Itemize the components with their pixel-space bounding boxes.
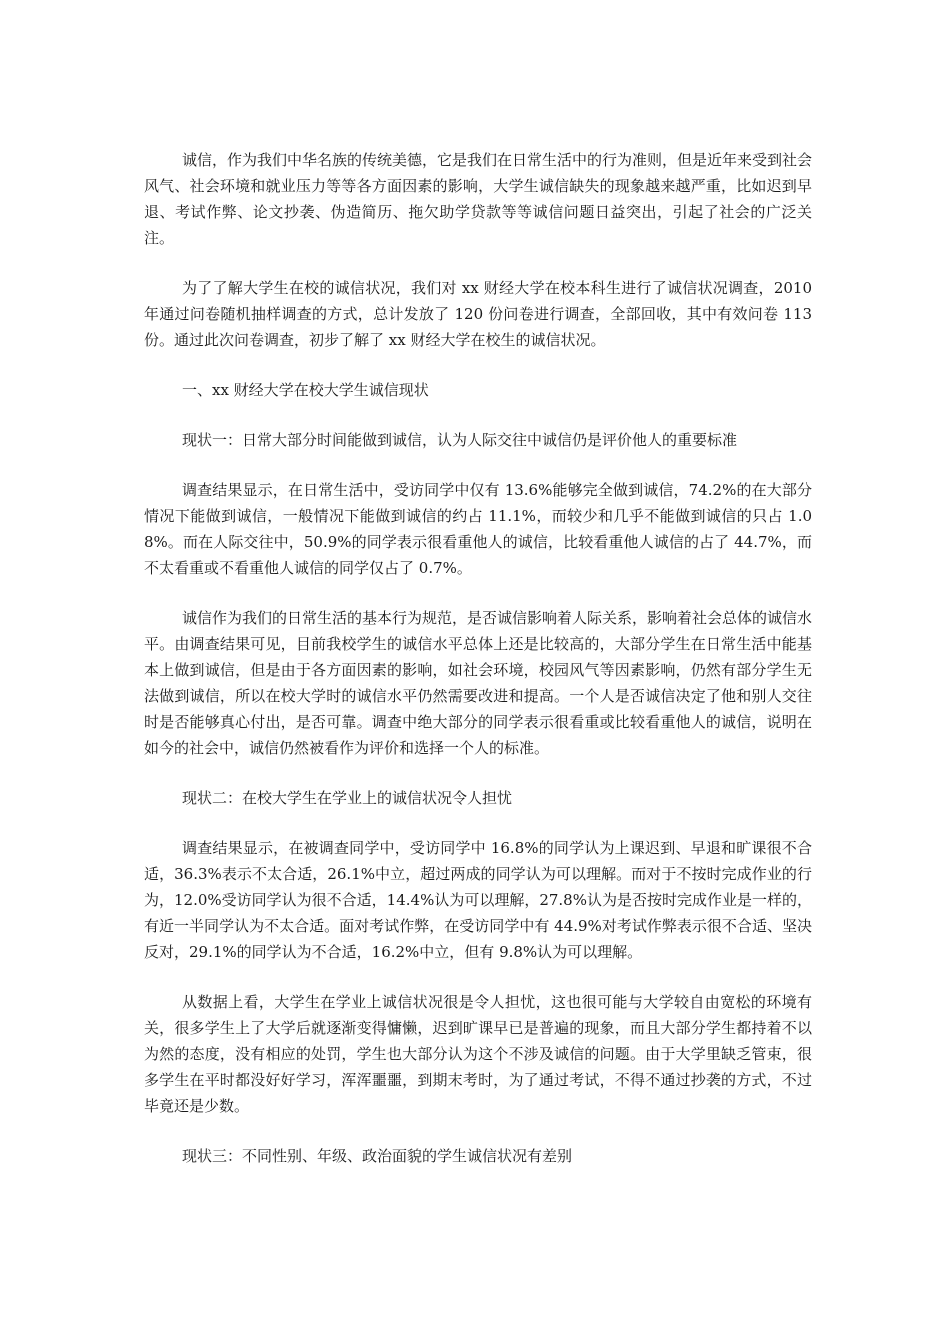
finding-three-heading: 现状三：不同性别、年级、政治面貌的学生诚信状况有差别 [182, 1147, 573, 1165]
finding-one-heading: 现状一：日常大部分时间能做到诚信，认为人际交往中诚信仍是评价他人的重要标准 [182, 431, 738, 449]
survey-background-paragraph: 为了了解大学生在校的诚信状况，我们对 xx 财经大学在校本科生进行了诚信状况调查，2010 年通过问卷随机抽样调查的方式，总计发放了 120 份问卷进行调查，全部回收，其中有效问卷 113 份。通过此次问卷调查，初步了解了 xx 财经大学在校生的诚信状况。 [144, 279, 812, 349]
intro-paragraph: 诚信，作为我们中华名族的传统美德，它是我们在日常生活中的行为准则，但是近年来受到社会风气、社会环境和就业压力等等各方面因素的影响，大学生诚信缺失的现象越来越严重，比如迟到早退、考试作弊、论文抄袭、伪造简历、拖欠助学贷款等等诚信问题日益突出，引起了社会的广泛关注。 [144, 151, 813, 247]
finding-two-heading: 现状二：在校大学生在学业上的诚信状况令人担忧 [182, 789, 513, 807]
finding-one-analysis-paragraph: 诚信作为我们的日常生活的基本行为规范，是否诚信影响着人际关系，影响着社会总体的诚信水平。由调查结果可见，目前我校学生的诚信水平总体上还是比较高的，大部分学生在日常生活中能基本上做到诚信，但是由于各方面因素的影响，如社会环境，校园风气等因素影响，仍然有部分学生无法做到诚信，所以在校大学时的诚信水平仍然需要改进和提高。一个人是否诚信决定了他和别人交往时是否能够真心付出，是否可靠。调查中绝大部分的同学表示很看重或比较看重他人的诚信，说明在如今的社会中，诚信仍然被看作为评价和选择一个人的标准。 [144, 609, 813, 757]
finding-two-results-paragraph: 调查结果显示，在被调查同学中，受访同学中 16.8%的同学认为上课迟到、早退和旷课很不合适，36.3%表示不太合适，26.1%中立，超过两成的同学认为可以理解。而对于不按时完成作业的行为，12.0%受访同学认为很不合适，14.4%认为可以理解，27.8%认为是否按时完成作业是一样的，有近一半同学认为不太合适。面对考试作弊，在受访同学中有 44.9%对考试作弊表示很不合适、坚决反对，29.1%的同学认为不合适，16.2%中立，但有 9.8%认为可以理解。 [144, 839, 812, 961]
finding-two-analysis-paragraph: 从数据上看，大学生在学业上诚信状况很是令人担忧，这也很可能与大学较自由宽松的环境有关，很多学生上了大学后就逐渐变得慵懒，迟到旷课早已是普遍的现象，而且大部分学生都持着不以为然的态度，没有相应的处罚，学生也大部分认为这个不涉及诚信的问题。由于大学里缺乏管束，很多学生在平时都没好好学习，浑浑噩噩，到期末考时，为了通过考试，不得不通过抄袭的方式，不过毕竟还是少数。 [144, 993, 812, 1115]
section-heading: 一、xx 财经大学在校大学生诚信现状 [182, 381, 429, 399]
document-body [144, 147, 812, 1193]
finding-one-results-paragraph: 调查结果显示，在日常生活中，受访同学中仅有 13.6%能够完全做到诚信，74.2%的在大部分情况下能做到诚信，一般情况下能做到诚信的约占 11.1%，而较少和几乎不能做到诚信的只占 1.08%。而在人际交往中，50.9%的同学表示很看重他人的诚信，比较看重他人诚信的占了 44.7%，而不太看重或不看重他人诚信的同学仅占了 0.7%。 [144, 481, 812, 577]
